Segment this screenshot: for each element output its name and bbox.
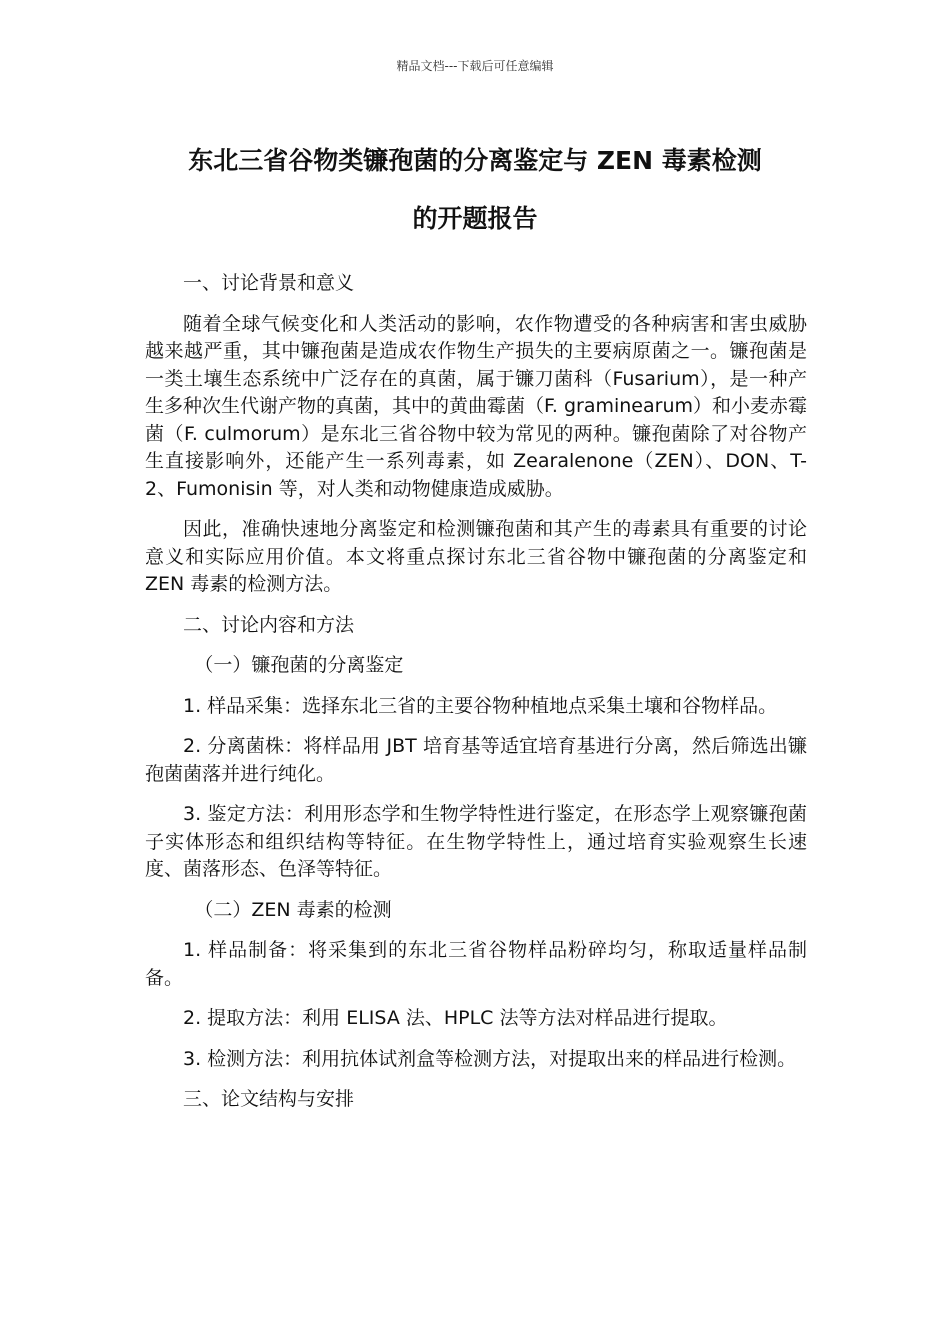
section-heading-structure: 三、论文结构与安排 [183, 1088, 355, 1110]
title-line-1: 东北三省谷物类镰孢菌的分离鉴定与 ZEN 毒素检测 [188, 146, 762, 175]
list-item-extraction: 2. 提取方法：利用 ELISA 法、HPLC 法等方法对样品进行提取。 [183, 1007, 728, 1029]
subsection-heading-isolation: （一）镰孢菌的分离鉴定 [194, 654, 404, 676]
title-line-2: 的开题报告 [412, 204, 538, 233]
list-item-strain-isolation: 2. 分离菌株：将样品用 JBT 培育基等适宜培育基进行分离，然后筛选出镰孢菌菌落并进行纯化。 [145, 735, 807, 785]
list-item-identification: 3. 鉴定方法：利用形态学和生物学特性进行鉴定，在形态学上观察镰孢菌子实体形态和组织结构等特征。在生物学特性上，通过培育实验观察生长速度、菌落形态、色泽等特征。 [145, 803, 807, 880]
list-item-sample-prep: 1. 样品制备：将采集到的东北三省谷物样品粉碎均匀，称取适量样品制备。 [145, 939, 807, 989]
section-heading-content-methods: 二、讨论内容和方法 [183, 613, 355, 636]
paragraph-background-1: 随着全球气候变化和人类活动的影响，农作物遭受的各种病害和害虫威胁越来越严重，其中镰孢菌是造成农作物生产损失的主要病原菌之一。镰孢菌是一类土壤生态系统中广泛存在的真菌，属于镰刀菌科（Fusarium），是一种产生多种次生代谢产物的真菌，其中的黄曲霉菌（F. graminearum）和小麦赤霉菌（F. culmorum）是东北三省谷物中较为常见的两种。镰孢菌除了对谷物产生直接影响外，还能产生一系列毒素，如 Zearalenone（ZEN）、DON、T-2、Fumonisin 等，对人类和动物健康造成威胁。 [145, 312, 807, 500]
paragraph-background-2: 因此，准确快速地分离鉴定和检测镰孢菌和其产生的毒素具有重要的讨论意义和实际应用价值。本文将重点探讨东北三省谷物中镰孢菌的分离鉴定和 ZEN 毒素的检测方法。 [145, 518, 807, 595]
subsection-heading-zen-detection: （二）ZEN 毒素的检测 [194, 898, 392, 921]
page-header-note: 精品文档---下载后可任意编辑 [396, 59, 554, 73]
document-title [140, 132, 810, 248]
list-item-sampling: 1. 样品采集：选择东北三省的主要谷物种植地点采集土壤和谷物样品。 [183, 694, 778, 717]
list-item-detection: 3. 检测方法：利用抗体试剂盒等检测方法，对提取出来的样品进行检测。 [183, 1047, 797, 1070]
document-body [145, 270, 807, 1127]
section-heading-background: 一、讨论背景和意义 [183, 272, 355, 294]
